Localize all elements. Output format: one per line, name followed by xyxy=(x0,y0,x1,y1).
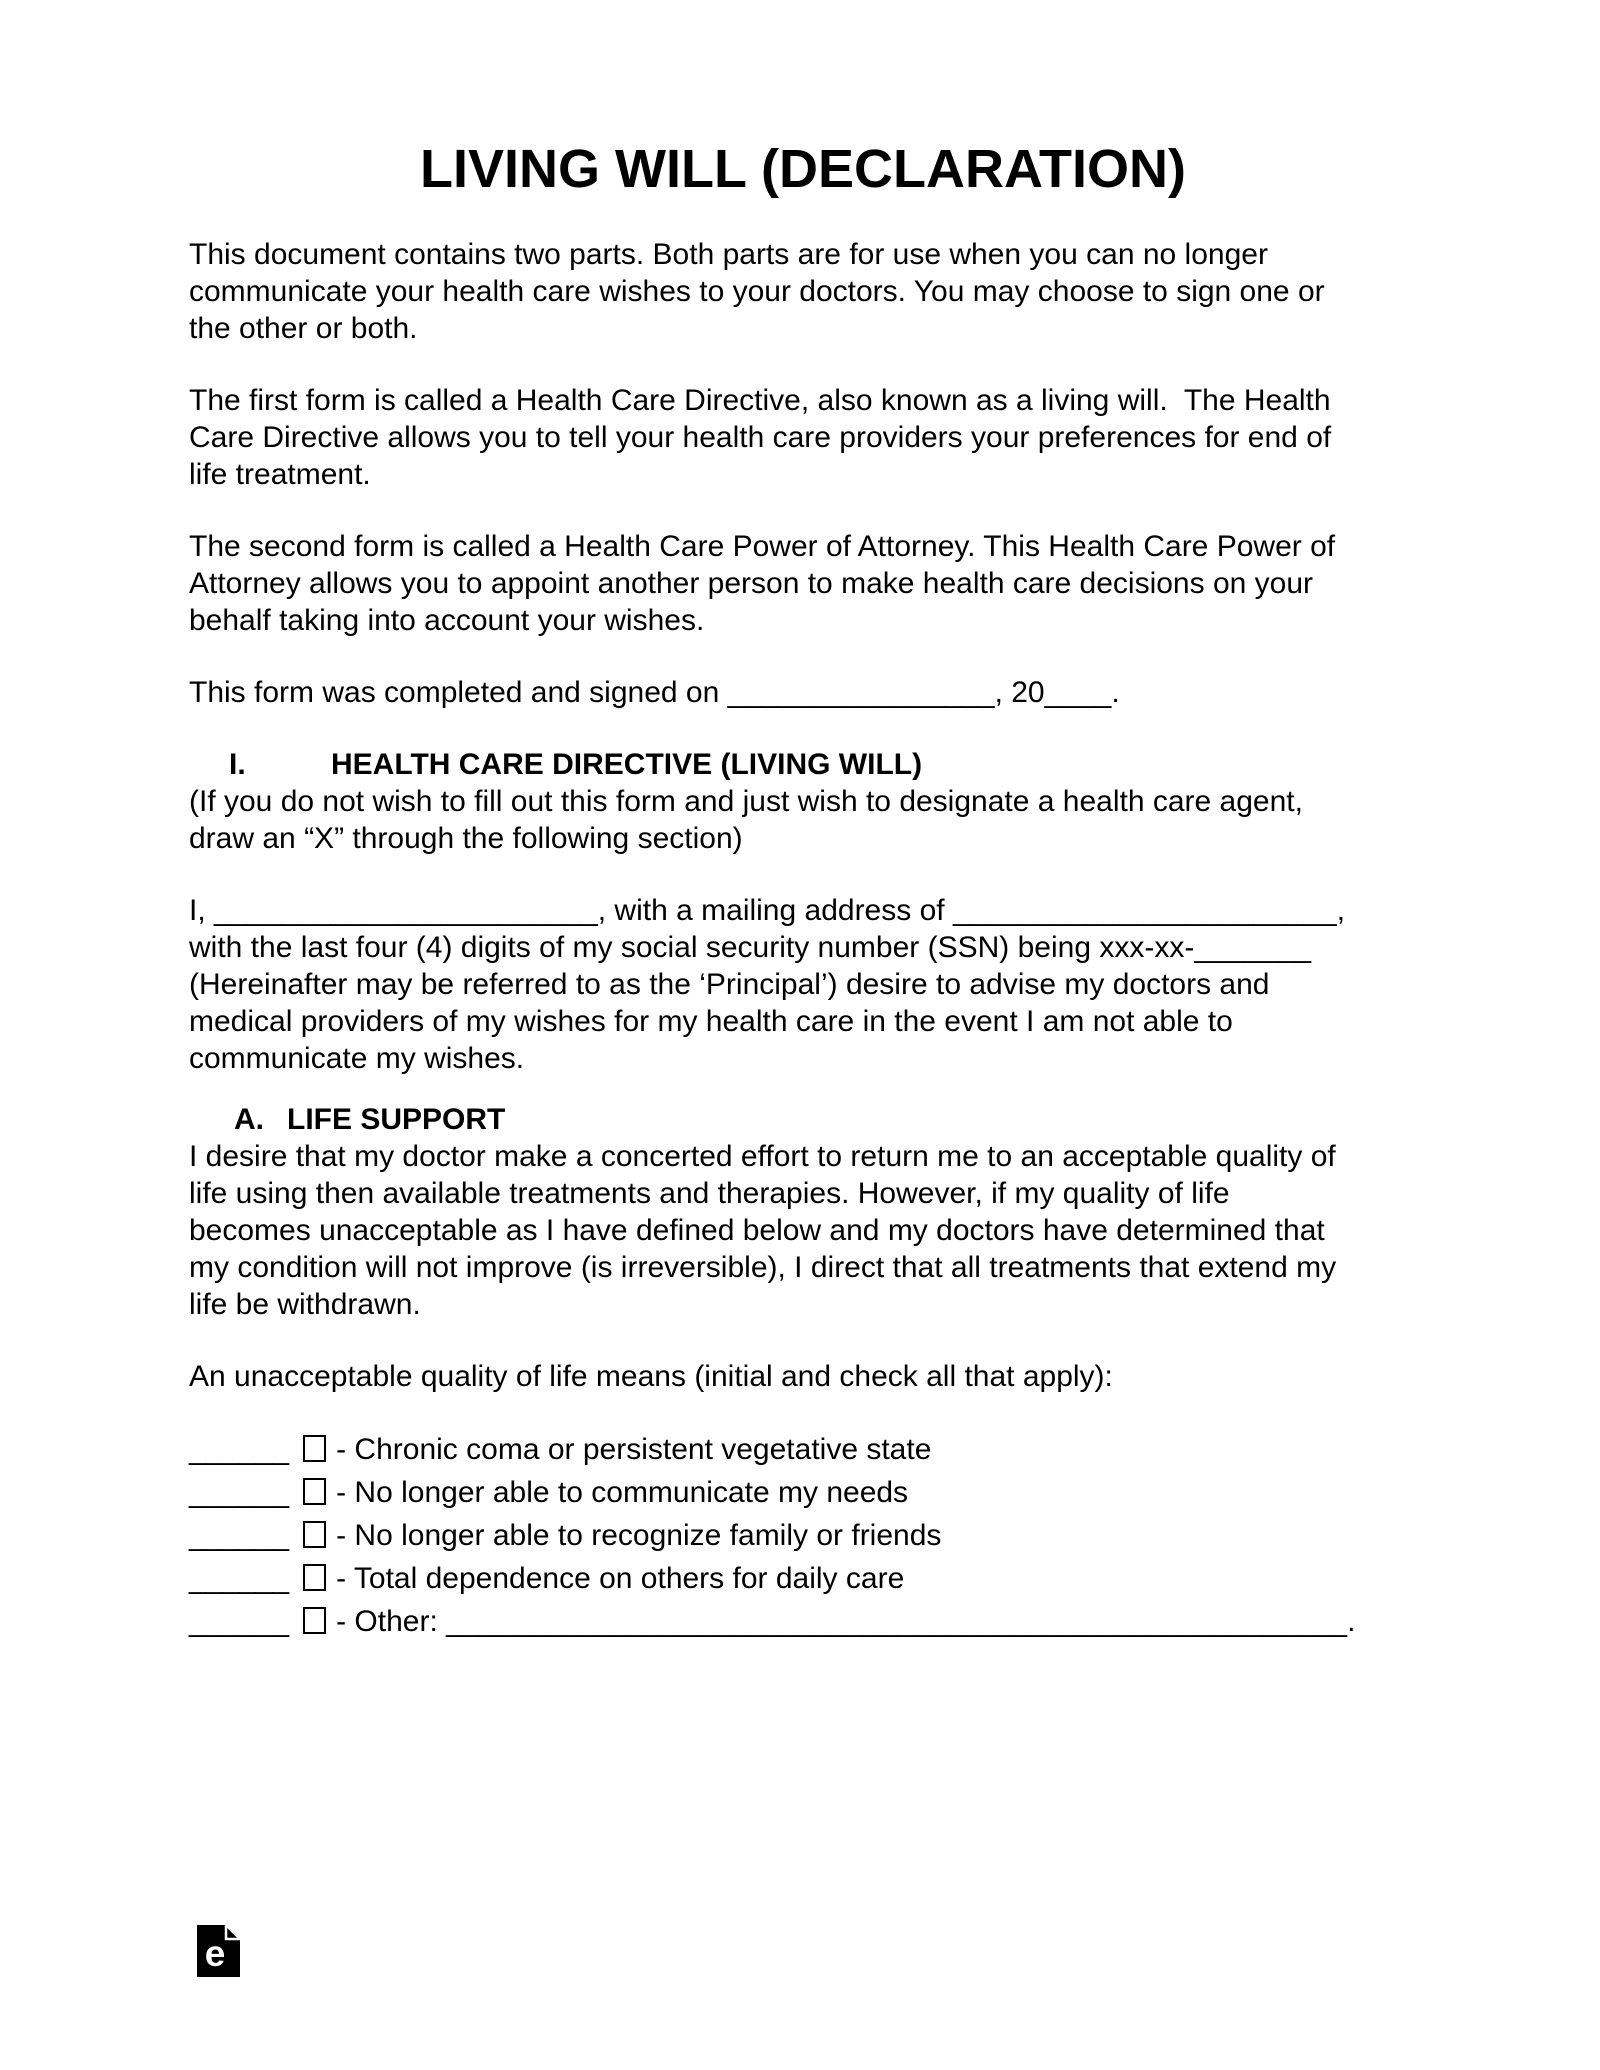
other-period: . xyxy=(1347,1605,1356,1638)
signed-suffix: . xyxy=(1111,676,1120,709)
text-line: This document contains two parts. Both parts are for use when you can no longer xyxy=(189,238,1268,271)
text-line: (Hereinafter may be referred to as the ‘Principal’) desire to advise my doctors and xyxy=(189,968,1270,1001)
checklist-item xyxy=(189,1514,1417,1557)
text-line xyxy=(189,892,1417,929)
text-line: life be withdrawn. xyxy=(189,1288,421,1321)
checklist-item-label: - No longer able to communicate my needs xyxy=(336,1476,909,1509)
quality-of-life-intro xyxy=(189,1358,1417,1395)
date-blank[interactable]: ________________ xyxy=(727,676,995,709)
initial-blank[interactable]: ______ xyxy=(189,1605,290,1638)
text-line: communicate your health care wishes to your doctors. You may choose to sign one or xyxy=(189,275,1325,308)
text-line: the other or both. xyxy=(189,312,418,345)
checkbox[interactable] xyxy=(303,1478,326,1505)
text-line xyxy=(189,929,1417,966)
eforms-logo xyxy=(197,1925,240,1977)
checklist-item-label: - No longer able to recognize family or friends xyxy=(336,1519,942,1552)
intro-paragraph-3 xyxy=(189,528,1417,639)
checklist-item-other xyxy=(189,1600,1417,1643)
text-line: An unacceptable quality of life means (initial and check all that apply): xyxy=(189,1360,1113,1393)
name-blank[interactable]: _______________________ xyxy=(214,894,598,927)
checklist-item xyxy=(189,1471,1417,1514)
life-support-title: LIFE SUPPORT xyxy=(287,1103,506,1136)
initial-blank[interactable]: ______ xyxy=(189,1519,290,1552)
intro-paragraph-2 xyxy=(189,382,1417,493)
signed-mid: , 20 xyxy=(994,676,1045,709)
checklist-item-label: - Total dependence on others for daily care xyxy=(336,1562,905,1595)
section-1-note xyxy=(189,783,1417,857)
principal-mid: , with a mailing address of xyxy=(597,894,953,927)
checklist-item xyxy=(189,1557,1417,1600)
checkbox[interactable] xyxy=(303,1435,326,1462)
signed-date-line xyxy=(189,674,1417,711)
life-support-heading xyxy=(189,1101,1417,1138)
text-line: life using then available treatments and therapies. However, if my quality of life xyxy=(189,1177,1230,1210)
ssn-blank[interactable]: _______ xyxy=(1194,931,1312,964)
checkbox[interactable] xyxy=(303,1607,326,1634)
initial-blank[interactable]: ______ xyxy=(189,1476,290,1509)
checklist-item xyxy=(189,1428,1417,1471)
page-title: LIVING WILL (DECLARATION) xyxy=(420,139,1186,199)
text-line: medical providers of my wishes for my health care in the event I am not able to xyxy=(189,1005,1233,1038)
text-line: The second form is called a Health Care Power of Attorney. This Health Care Power of xyxy=(189,530,1336,563)
initial-blank[interactable]: ______ xyxy=(189,1433,290,1466)
initial-blank[interactable]: ______ xyxy=(189,1562,290,1595)
text-line: draw an “X” through the following section) xyxy=(189,822,743,855)
address-blank[interactable]: _______________________ xyxy=(952,894,1337,927)
checkbox[interactable] xyxy=(303,1564,326,1591)
quality-of-life-checklist xyxy=(189,1428,1417,1643)
intro-paragraph-1 xyxy=(189,236,1417,347)
text-line: behalf taking into account your wishes. xyxy=(189,604,705,637)
checklist-item-label: - Other: xyxy=(336,1605,447,1638)
text-line: my condition will not improve (is irreversible), I direct that all treatments that extend my xyxy=(189,1251,1337,1284)
life-support-letter: A. xyxy=(234,1103,264,1136)
other-blank[interactable]: ______________________________________________________ xyxy=(446,1605,1348,1638)
text-line: The first form is called a Health Care Directive, also known as a living will. The Health xyxy=(189,384,1331,417)
section-1-title: HEALTH CARE DIRECTIVE (LIVING WILL) xyxy=(331,748,923,781)
checklist-item-label: - Chronic coma or persistent vegetative state xyxy=(336,1433,932,1466)
text-line: (If you do not wish to fill out this form and just wish to designate a health care agent, xyxy=(189,785,1303,818)
principal-comma: , xyxy=(1336,894,1346,927)
year-blank[interactable]: ____ xyxy=(1044,676,1112,709)
signed-prefix: This form was completed and signed on xyxy=(189,676,728,709)
document-content xyxy=(189,136,1417,1643)
logo-letter: e xyxy=(204,1933,226,1974)
principal-intro: I, xyxy=(189,894,215,927)
text-line: I desire that my doctor make a concerted effort to return me to an acceptable quality of xyxy=(189,1140,1336,1173)
text-line: becomes unacceptable as I have defined below and my doctors have determined that xyxy=(189,1214,1325,1247)
section-1-heading xyxy=(189,746,1417,783)
text-line: Care Directive allows you to tell your health care providers your preferences for end of xyxy=(189,421,1332,454)
checkbox[interactable] xyxy=(303,1521,326,1548)
life-support-paragraph xyxy=(189,1138,1417,1323)
principal-paragraph xyxy=(189,892,1417,1077)
text-line: communicate my wishes. xyxy=(189,1042,525,1075)
text-line: life treatment. xyxy=(189,458,371,491)
ssn-text: with the last four (4) digits of my social security number (SSN) being xxx-xx- xyxy=(189,931,1195,964)
text-line: Attorney allows you to appoint another person to make health care decisions on your xyxy=(189,567,1314,600)
section-1-number: I. xyxy=(229,748,246,781)
